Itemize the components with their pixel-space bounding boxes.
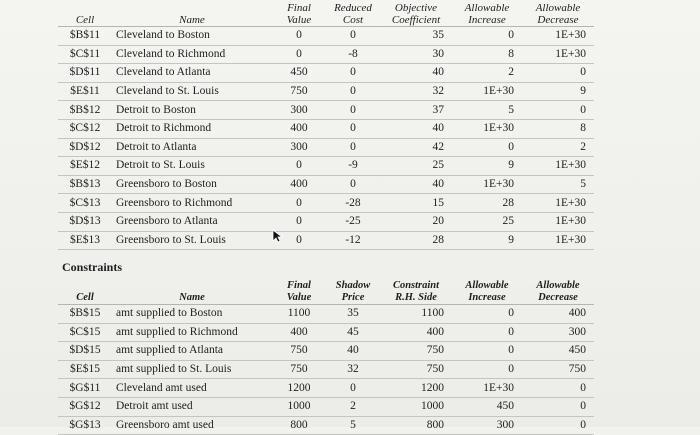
cell-address: $B$11: [58, 27, 112, 46]
reduced-cost: 0: [326, 101, 380, 120]
table-row: [58, 27, 594, 46]
allowable-increase: 8: [452, 45, 522, 64]
route-name: Greensboro to Atlanta: [112, 212, 272, 231]
final-value: 0: [272, 212, 326, 231]
route-name: Cleveland to Richmond: [112, 45, 272, 64]
allowable-increase: 0: [452, 360, 522, 379]
allowable-decrease: 1E+30: [522, 212, 594, 231]
cell-address: $B$15: [58, 305, 112, 324]
header-reduced-cost: Reduced Cost: [326, 0, 380, 27]
table-row: [58, 157, 594, 176]
table-row: [58, 323, 594, 342]
table-row: [58, 305, 594, 324]
objective-coefficient: 30: [380, 45, 452, 64]
final-value: 1200: [272, 379, 326, 398]
table-row: [58, 397, 594, 416]
final-value: 800: [272, 416, 326, 435]
allowable-decrease: 1E+30: [522, 27, 594, 46]
allowable-increase: 0: [452, 305, 522, 324]
allowable-increase: 1E+30: [452, 119, 522, 138]
objective-coefficient: 28: [380, 231, 452, 250]
header-final-value: Final Value: [272, 276, 326, 305]
route-name: Greensboro to Richmond: [112, 194, 272, 213]
reduced-cost: -8: [326, 45, 380, 64]
cell-address: $D$15: [58, 342, 112, 361]
objective-coefficient: 15: [380, 194, 452, 213]
objective-coefficient: 40: [380, 119, 452, 138]
final-value: 400: [272, 119, 326, 138]
allowable-decrease: 0: [522, 64, 594, 83]
constraint-rhs: 1000: [380, 397, 452, 416]
objective-coefficient: 25: [380, 157, 452, 176]
route-name: Cleveland to Atlanta: [112, 64, 272, 83]
header-allowable-decrease: Allowable Decrease: [522, 276, 594, 305]
objective-coefficient: 35: [380, 27, 452, 46]
allowable-decrease: 300: [522, 323, 594, 342]
allowable-decrease: 1E+30: [522, 45, 594, 64]
header-name: Name: [112, 276, 272, 305]
shadow-price: 2: [326, 397, 380, 416]
cell-address: $D$13: [58, 212, 112, 231]
constraint-rhs: 750: [380, 342, 452, 361]
route-name: Cleveland to Boston: [112, 27, 272, 46]
header-constraint-rhs: Constraint R.H. Side: [380, 276, 452, 305]
shadow-price: 45: [326, 323, 380, 342]
cell-address: $G$12: [58, 397, 112, 416]
final-value: 400: [272, 175, 326, 194]
reduced-cost: 0: [326, 27, 380, 46]
table-row: [58, 64, 594, 83]
allowable-decrease: 1E+30: [522, 194, 594, 213]
constraint-name: amt supplied to Atlanta: [112, 342, 272, 361]
header-objective-coefficient: Objective Coefficient: [380, 0, 452, 27]
objective-coefficient: 32: [380, 82, 452, 101]
table-row: [58, 379, 594, 398]
reduced-cost: -12: [326, 231, 380, 250]
table-row: [58, 194, 594, 213]
constraint-rhs: 800: [380, 416, 452, 435]
constraint-rhs: 400: [380, 323, 452, 342]
final-value: 450: [272, 64, 326, 83]
allowable-increase: 1E+30: [452, 82, 522, 101]
final-value: 750: [272, 342, 326, 361]
header-allowable-increase: Allowable Increase: [452, 0, 522, 27]
final-value: 0: [272, 27, 326, 46]
final-value: 750: [272, 360, 326, 379]
shadow-price: 5: [326, 416, 380, 435]
allowable-increase: 300: [452, 416, 522, 435]
cell-address: $B$12: [58, 101, 112, 120]
reduced-cost: 0: [326, 82, 380, 101]
route-name: Detroit to St. Louis: [112, 157, 272, 176]
cell-address: $E$13: [58, 231, 112, 250]
shadow-price: 40: [326, 342, 380, 361]
allowable-increase: 2: [452, 64, 522, 83]
allowable-decrease: 8: [522, 119, 594, 138]
allowable-decrease: 9: [522, 82, 594, 101]
constraints-table: [58, 276, 594, 435]
cell-address: $D$11: [58, 64, 112, 83]
allowable-increase: 9: [452, 231, 522, 250]
objective-coefficient: 37: [380, 101, 452, 120]
reduced-cost: 0: [326, 119, 380, 138]
reduced-cost: -25: [326, 212, 380, 231]
allowable-decrease: 2: [522, 138, 594, 157]
reduced-cost: 0: [326, 64, 380, 83]
allowable-decrease: 5: [522, 175, 594, 194]
allowable-increase: 1E+30: [452, 379, 522, 398]
final-value: 0: [272, 231, 326, 250]
allowable-increase: 28: [452, 194, 522, 213]
final-value: 0: [272, 157, 326, 176]
route-name: Greensboro to Boston: [112, 175, 272, 194]
shadow-price: 0: [326, 379, 380, 398]
table-row: [58, 82, 594, 101]
table-row: [58, 175, 594, 194]
allowable-increase: 0: [452, 323, 522, 342]
header-final-value: Final Value: [272, 0, 326, 27]
header-cell: Cell: [58, 276, 112, 305]
route-name: Greensboro to St. Louis: [112, 231, 272, 250]
table-row: [58, 360, 594, 379]
allowable-decrease: 0: [522, 416, 594, 435]
objective-coefficient: 40: [380, 64, 452, 83]
constraints-label: Constraints: [62, 260, 123, 274]
shadow-price: 32: [326, 360, 380, 379]
cell-address: $E$15: [58, 360, 112, 379]
constraint-rhs: 1200: [380, 379, 452, 398]
cell-address: $G$13: [58, 416, 112, 435]
allowable-increase: 0: [452, 342, 522, 361]
final-value: 300: [272, 101, 326, 120]
objective-coefficient: 42: [380, 138, 452, 157]
cell-address: $C$12: [58, 119, 112, 138]
table-row: [58, 231, 594, 250]
allowable-decrease: 750: [522, 360, 594, 379]
table-row: [58, 342, 594, 361]
allowable-decrease: 0: [522, 379, 594, 398]
reduced-cost: 0: [326, 138, 380, 157]
table-row: [58, 45, 594, 64]
table-row: [58, 138, 594, 157]
reduced-cost: 0: [326, 175, 380, 194]
objective-coefficient: 20: [380, 212, 452, 231]
route-name: Cleveland to St. Louis: [112, 82, 272, 101]
constraint-name: Cleveland amt used: [112, 379, 272, 398]
reduced-cost: -28: [326, 194, 380, 213]
constraint-rhs: 1100: [380, 305, 452, 324]
constraint-rhs: 750: [380, 360, 452, 379]
variable-header-row: [58, 0, 594, 27]
cell-address: $E$11: [58, 82, 112, 101]
table-row: [58, 119, 594, 138]
cell-address: $B$13: [58, 175, 112, 194]
route-name: Detroit to Atlanta: [112, 138, 272, 157]
allowable-decrease: 450: [522, 342, 594, 361]
table-row: [58, 416, 594, 435]
constraint-header-row: [58, 276, 594, 305]
constraint-name: Greensboro amt used: [112, 416, 272, 435]
cell-address: $D$12: [58, 138, 112, 157]
allowable-decrease: 0: [522, 101, 594, 120]
constraint-name: Detroit amt used: [112, 397, 272, 416]
final-value: 400: [272, 323, 326, 342]
shadow-price: 35: [326, 305, 380, 324]
cell-address: $C$13: [58, 194, 112, 213]
cell-address: $C$11: [58, 45, 112, 64]
final-value: 0: [272, 194, 326, 213]
objective-coefficient: 40: [380, 175, 452, 194]
allowable-increase: 1E+30: [452, 175, 522, 194]
reduced-cost: -9: [326, 157, 380, 176]
route-name: Detroit to Boston: [112, 101, 272, 120]
table-row: [58, 101, 594, 120]
final-value: 1100: [272, 305, 326, 324]
route-name: Detroit to Richmond: [112, 119, 272, 138]
allowable-decrease: 1E+30: [522, 231, 594, 250]
final-value: 1000: [272, 397, 326, 416]
header-cell: Cell: [58, 0, 112, 27]
header-allowable-decrease: Allowable Decrease: [522, 0, 594, 27]
allowable-increase: 0: [452, 27, 522, 46]
allowable-decrease: 0: [522, 397, 594, 416]
allowable-decrease: 1E+30: [522, 157, 594, 176]
allowable-decrease: 400: [522, 305, 594, 324]
header-allowable-increase: Allowable Increase: [452, 276, 522, 305]
constraint-name: amt supplied to St. Louis: [112, 360, 272, 379]
variable-cells-table: [58, 0, 594, 250]
final-value: 300: [272, 138, 326, 157]
allowable-increase: 25: [452, 212, 522, 231]
final-value: 750: [272, 82, 326, 101]
final-value: 0: [272, 45, 326, 64]
constraint-name: amt supplied to Boston: [112, 305, 272, 324]
constraint-name: amt supplied to Richmond: [112, 323, 272, 342]
allowable-increase: 450: [452, 397, 522, 416]
allowable-increase: 9: [452, 157, 522, 176]
header-name: Name: [112, 0, 272, 27]
allowable-increase: 5: [452, 101, 522, 120]
cell-address: $C$15: [58, 323, 112, 342]
header-shadow-price: Shadow Price: [326, 276, 380, 305]
mouse-cursor-icon: [272, 229, 284, 243]
table-row: [58, 212, 594, 231]
cell-address: $E$12: [58, 157, 112, 176]
allowable-increase: 0: [452, 138, 522, 157]
cell-address: $G$11: [58, 379, 112, 398]
